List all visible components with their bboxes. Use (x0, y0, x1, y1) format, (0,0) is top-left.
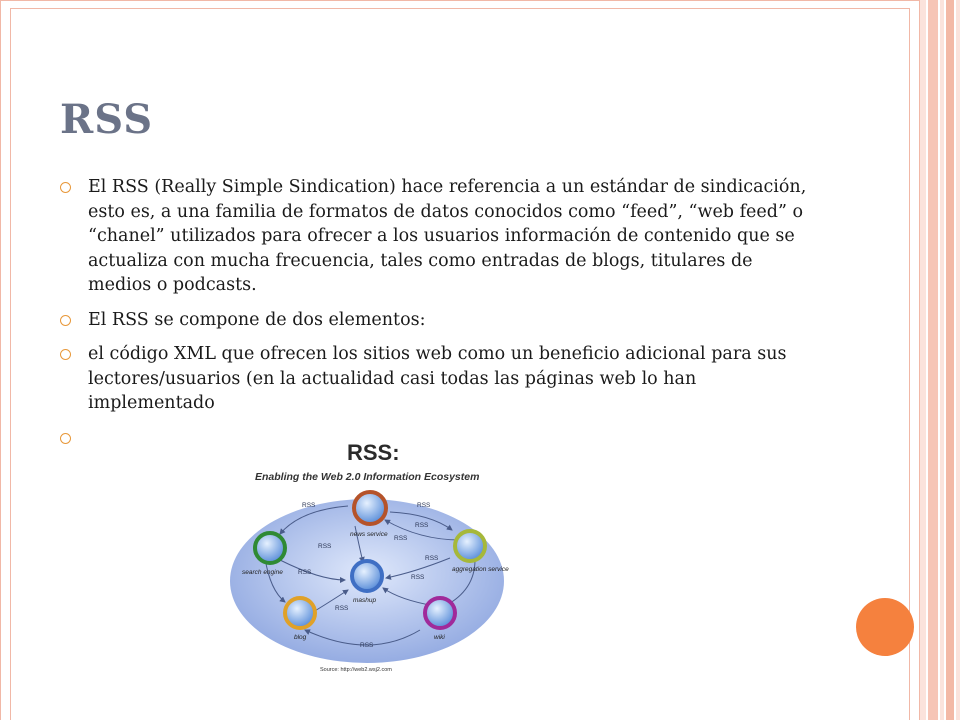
edge-label: RSS (425, 555, 439, 562)
decorative-stripes (920, 0, 960, 720)
edge-label: RSS (360, 642, 374, 649)
edge-label: RSS (318, 543, 332, 550)
bullet-list (60, 175, 810, 460)
node-news-service (350, 492, 388, 538)
node-label: search engine (242, 569, 283, 576)
bullet-item (60, 175, 810, 298)
bullet-marker-icon (60, 315, 71, 326)
edge-label: RSS (335, 605, 349, 612)
bullet-item (60, 308, 810, 333)
edge-label: RSS (411, 574, 425, 581)
rss-diagram-svg (220, 430, 520, 682)
bullet-item (60, 342, 810, 416)
node-label: aggregation service (452, 566, 509, 573)
rss-ecosystem-diagram (220, 430, 520, 682)
diagram-title: RSS: (347, 440, 400, 465)
edge-label: RSS (302, 502, 316, 509)
node-label: mashup (353, 597, 377, 604)
slide-title: RSS (60, 96, 154, 143)
edge-label: RSS (394, 535, 408, 542)
diagram-subtitle: Enabling the Web 2.0 Information Ecosystem (255, 471, 480, 483)
edge-label: RSS (415, 522, 429, 529)
bullet-marker-icon (60, 349, 71, 360)
bullet-marker-icon (60, 433, 71, 444)
node-label: wiki (434, 634, 445, 641)
edge-label: RSS (298, 569, 312, 576)
edge-label: RSS (417, 502, 431, 509)
bullet-text: El RSS (Really Simple Sindication) hace referencia a un estándar de sindicación, esto es, a una familia de formatos de datos conocidos como “feed”, “web feed” o “chanel” utilizados para ofrecer a los usuarios información de contenido que se actualiza con mucha frecuencia, tales como entradas de blogs, titulares de medios o podcasts. (88, 177, 807, 295)
bullet-text: El RSS se compone de dos elementos: (88, 309, 426, 330)
bullet-marker-icon (60, 182, 71, 193)
diagram-source: Source: http://web2.wsj2.com (320, 667, 392, 673)
node-label: blog (294, 634, 307, 641)
node-aggregation-service (452, 531, 509, 573)
node-label: news service (350, 531, 388, 538)
accent-circle (856, 598, 914, 656)
bullet-text: el código XML que ofrecen los sitios web como un beneficio adicional para sus lectores/usuarios (en la actualidad casi todas las páginas web lo han implementado (88, 344, 787, 413)
